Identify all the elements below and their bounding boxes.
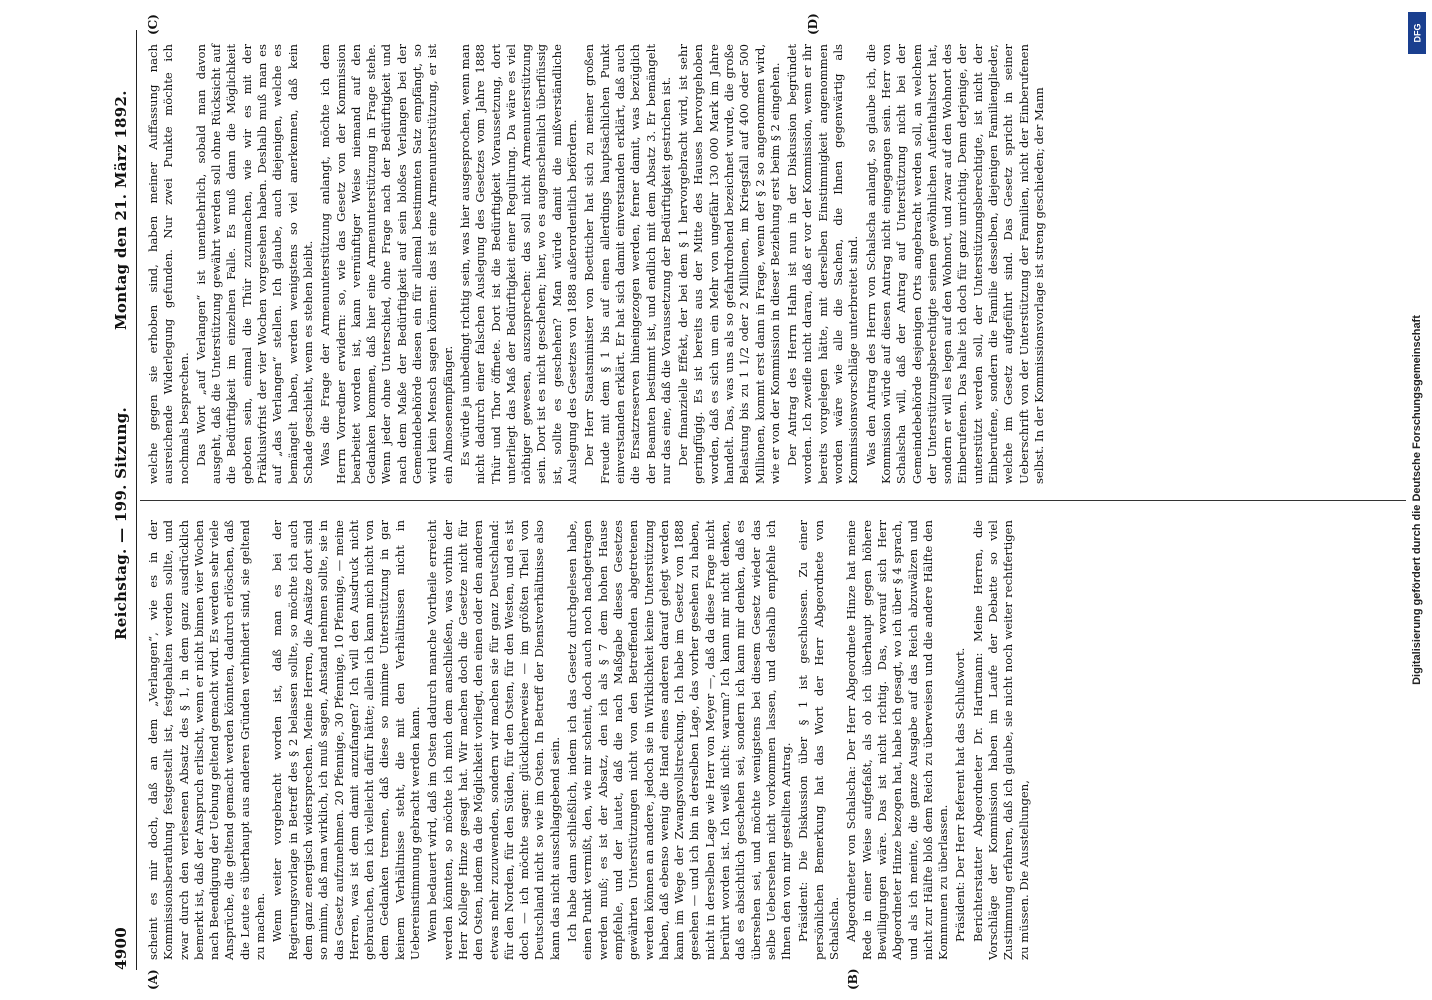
paragraph: Der Antrag des Herrn Hahn ist nun in der Diskussion begründet worden. Ich zweifle nicht daran, daß er vor der Kommission, wenn er ihr bereits vorgelegen hätte, mit derselben Einstimmigkeit angenommen worden wäre wie alle die Sachen, die Ihnen gegenwärtig als Kommissionsvorschläge unterbreitet sind. xyxy=(785,44,861,484)
page xyxy=(106,13,1406,990)
paragraph: Wenn bedauert wird, daß im Osten dadurch manche Vortheile erreicht werden könnten, so möchte ich mich dem anschließen, was vorhin der Herr Kollege Hinze gesagt hat. Wir machen doch die Gesetze nicht für den Osten, indem da die Möglichkeit vorliegt, den einen oder den anderen etwas mehr zuzuwenden, sondern wir machen sie für ganz Deutschland: für den Norden, für den Süden, für den Osten, für den Westen, und es ist doch — ich möchte sagen: glücklicherweise — im größten Theil von Deutschland nicht so wie im Osten. In Betreff der Dienstverhältnisse also kann das nicht ausschlaggebend sein. xyxy=(425,520,562,960)
scanned-page-rotated xyxy=(86,13,1426,990)
page-number: 4900 xyxy=(112,927,130,970)
paragraph: Abgeordneter von Schalscha: Der Herr Abgeordnete Hinze hat meine Rede in einer Weise aufgefaßt, als ob ich überhaupt gegen höhere Bewilligungen wäre. Das ist nicht richtig. Das, worauf sich Herr Abgeordneter Hinze bezogen hat, habe ich gesagt, wo ich über § 4 sprach, und als ich meinte, die ganze Ausgabe auf das Reich abzuwälzen und nicht zur Hälfte bloß dem Reich zu überweisen und die andere Hälfte den Kommunen zu überlassen. xyxy=(844,520,951,960)
paragraph: Was den Antrag des Herrn von Schalscha anlangt, so glaube ich, die Kommission würde auf diesen Antrag nicht eingegangen sein. Herr von Schalscha will, daß der Antrag auf Unterstützung nicht bei der Gemeindebehörde desjenigen Orts angebracht werden soll, an welchem der Unterstützungsberechtigte seinen gewöhnlichen Aufenthaltsort hat, sondern er will es legen auf den Wohnort, und zwar auf den Wohnort des Einberufenen. Das halte ich doch für ganz unrichtig. Denn derjenige, der unterstützt werden soll, der Unterstützungsberechtigte, ist nicht der Einberufene, sondern die Familie desselben, diejenigen Familienglieder, welche im Gesetz aufgeführt sind. Das Gesetz spricht in seiner Ueberschrift von der Unterstützung der Familien, nicht der Einberufenen selbst. In der Kommissionsvorlage ist streng geschieden; der Mann xyxy=(863,44,1046,484)
margin-marker-a: (A) xyxy=(146,969,160,990)
margin-marker-d: (D) xyxy=(806,13,820,35)
paragraph: Berichterstatter Abgeordneter Dr. Hartmann: Meine Herren, die Vorschläge der Kommission haben im Laufe der Debatte so viel Zustimmung erfahren, daß ich glaube, sie nicht noch weiter rechtfertigen zu müssen. Die Ausstellungen, xyxy=(970,520,1031,960)
paragraph: Wenn weiter vorgebracht worden ist, daß man es bei der Regierungsvorlage in Betreff des § 2 belassen sollte, so möchte ich auch dem ganz energisch widersprechen. Meine Herren, die Ansätze dort sind so minim, daß man wirklich, ich muß sagen, Anstand nehmen sollte, sie in das Gesetz aufzunehmen. 20 Pfennige, 30 Pfennige, 10 Pfennige, — meine Herren, was ist denn damit anzufangen? Ich will den Ausdruck nicht gebrauchen, den ich vielleicht dafür hätte; allein ich kann mich nicht von dem Gedanken trennen, daß diese so minime Unterstützung in gar keinem Verhältnisse steht, die mit den Verhältnissen nicht in Uebereinstimmung gebracht werden kann. xyxy=(270,520,423,960)
paragraph: Der finanzielle Effekt, der bei dem § 1 hervorgebracht wird, ist sehr geringfügig. Es ist bereits aus der Mitte des Hauses hervorgehoben worden, daß es sich um ein Mehr von ungefähr 130 000 Mark im Jahre handelt. Das, was uns als so gefahrdrohend bezeichnet wurde, die große Belastung bis zu 1 1/2 oder 2 Millionen, im Kriegsfall auf 400 oder 500 Millionen, kommt erst dann in Frage, wenn der § 2 so angenommen wird, wie er von der Kommission in dieser Beziehung erst beim § 2 eingehen. xyxy=(676,44,782,484)
paragraph: scheint es mir doch, daß an dem „Verlangen“, wie es in der Kommissionsberathung festgestellt ist, festgehalten werden sollte, und zwar durch den verlesenen Absatz des § 1, in dem ganz ausdrücklich bemerkt ist, daß der Anspruch erlischt, wenn er nicht binnen vier Wochen nach Beendigung der Uebung geltend gemacht wird. Es werden sehr viele Ansprüche, die geltend gemacht werden könnten, dadurch erlöschen, daß die Leute es überhaupt aus anderen Gründen verhindert sind, sie geltend zu machen. xyxy=(146,520,268,960)
paragraph: Ich habe dann schließlich, indem ich das Gesetz durchgelesen habe, einen Punkt vermißt, den, wie mir scheint, doch auch noch nachgetragen werden muß; es ist der Absatz, den ich als § 7 dem hohen Hause empfehle, und der lautet, daß die nach Maßgabe dieses Gesetzes gewährten Unterstützungen nicht von den Betreffenden abgetretenen werden können an andere, jedoch sie in Wirklichkeit keine Unterstützung haben, daß ebenso wenig die Hand eines anderen darauf gelegt werden kann im Wege der Zwangsvollstreckung. Ich habe im Gesetz von 1888 gesehen — und ich bin in derselben Lage, das vorher gesehen zu haben, nicht in derselben Lage wie Herr von Meyer —, daß da diese Frage nicht berührt worden ist. Ich weiß nicht: warum? Ich kann mir nicht denken, daß es absichtlich geschehen sei, sondern ich kann mir denken, daß es übersehen sei, und möchte wenigstens bei diesem Gesetz wieder das selbe Uebersehen nicht vorkommen lassen, und deshalb empfehle ich Ihnen den von mir gestellten Antrag. xyxy=(565,520,794,960)
dfg-notice-text: Digitalisierung gefördert durch die Deutsche Forschungsgemeinschaft xyxy=(1411,315,1423,685)
margin-marker-c: (C) xyxy=(146,14,160,35)
paragraph: Was die Frage der Armenunterstützung anlangt, möchte ich dem Herrn Vorredner erwidern: so, wie das Gesetz von der Kommission bearbeitet worden ist, kann vernünftiger Weise niemand auf den Gedanken kommen, daß hier eine Armenunterstützung in Frage stehe. Wenn jeder ohne Unterschied, ohne Frage nach der Bedürftigkeit und nach dem Maße der Bedürftigkeit auf sein bloßes Verlangen bei der Gemeindebehörde diesen ein für allemal bestimmten Satz empfängt, so wird kein Mensch sagen können: das ist eine Armenunterstützung, er ist ein Almosenempfänger. xyxy=(318,44,455,484)
dfg-logo: DFG xyxy=(1408,12,1426,54)
paragraph: Präsident: Der Herr Referent hat das Schlußwort. xyxy=(953,647,968,942)
column-divider xyxy=(140,500,1406,501)
left-column xyxy=(146,520,1406,960)
paragraph: welche gegen sie erhoben sind, haben meiner Auffassung nach ausreichende Widerlegung gefunden. Nur zwei Punkte möchte ich nochmals besprechen. xyxy=(146,44,191,484)
paragraph: Der Herr Staatsminister von Boetticher hat sich zu meiner großen Freude mit dem § 1 bis auf einen allerdings hauptsächlichen Punkt einverstanden erklärt. Er hat sich damit einverstanden erklärt, daß auch die Ersatzreserven hineingezogen werden, ferner damit, was bezüglich der Beamten bestimmt ist, und endlich mit dem Absatz 3. Er bemängelt nur das eine, daß die Voraussetzung der Bedürftigkeit gestrichen ist. xyxy=(582,44,673,484)
paragraph: Es würde ja unbedingt richtig sein, was hier ausgesprochen, wenn man nicht dadurch einer falschen Auslegung des Gesetzes vom Jahre 1888 Thür und Thor öffnete. Dort ist die Bedürftigkeit Voraussetzung, dort unterliegt das Maß der Bedürftigkeit einer Regulirung. Da wäre es viel nöthiger gewesen, auszusprechen: das soll nicht Armenunterstützung sein. Dort ist es nicht geschehen; hier, wo es augenscheinlich überflüssig ist, sollte es geschehen? Man würde damit die mißverständliche Auslegung des Gesetzes von 1888 außerordentlich befördern. xyxy=(457,44,580,484)
paragraph: Präsident: Die Diskussion über § 1 ist geschlossen. Zu einer persönlichen Bemerkung hat das Wort der Herr Abgeordnete von Schalscha. xyxy=(796,520,842,960)
running-header xyxy=(106,30,137,970)
header-title-date: Montag den 21. März 1892. xyxy=(112,90,130,330)
right-column xyxy=(146,44,1406,484)
paragraph: Das Wort „auf Verlangen“ ist unentbehrlich, sobald man davon ausgeht, daß die Unterstützung gewährt werden soll ohne Rücksicht auf die Bedürftigkeit im einzelnen Falle. Es muß dann die Möglichkeit geboten sein, einmal die Thür zuzumachen, wie wir es mit der Präklusivfrist der vier Wochen vorgesehen haben. Deshalb muß man es auf „das Verlangen“ stellen. Ich glaube, auch diejenigen, welche es bemängelt haben, werden wenigstens so viel anerkennen, daß kein Schade geschieht, wenn es stehen bleibt. xyxy=(193,44,315,484)
margin-marker-b: (B) xyxy=(846,968,860,990)
dfg-notice xyxy=(1406,8,1428,992)
header-title-session: Reichstag. — 199. Sitzung. xyxy=(112,406,130,640)
